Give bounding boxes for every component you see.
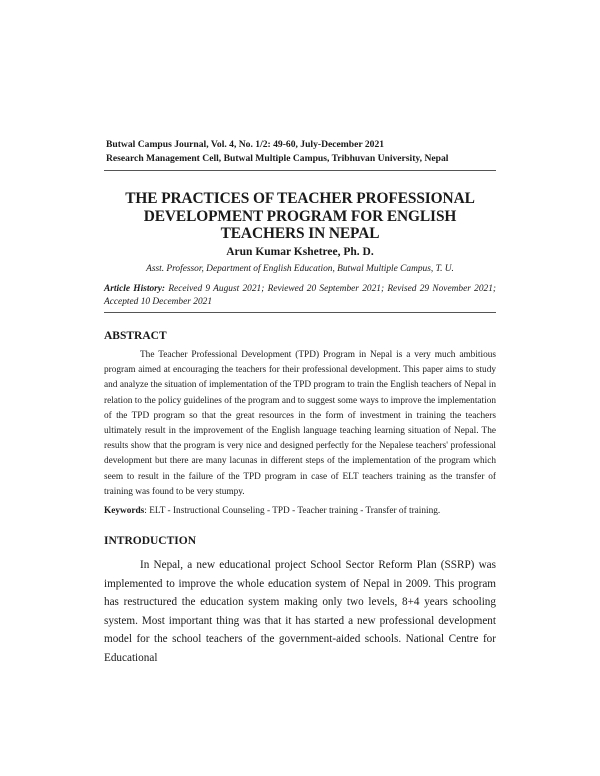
article-author: Arun Kumar Kshetree, Ph. D. [226,246,374,258]
keywords-line [104,505,496,517]
keywords-text: : ELT - Instructional Counseling - TPD - Teacher training - Transfer of training. [144,506,441,516]
article-title: THE PRACTICES OF TEACHER PROFESSIONAL DEVELOPMENT PROGRAM FOR ENGLISH TEACHERS IN NEPAL [125,190,475,242]
introduction-heading: INTRODUCTION [104,535,197,547]
journal-citation: Butwal Campus Journal, Vol. 4, No. 1/2: 49-60, July-December 2021 [106,139,385,150]
abstract-body: The Teacher Professional Development (TPD) Program in Nepal is a very much ambitious program aimed at encouraging the teachers for their professional development. This paper aims to study and analyze the situation of implementation of the TPD program to train the English teachers of Nepal in relation to the policy guidelines of the program and to suggest some ways to improve the implementation of the TPD program so that the great resources in the form of investment in training the teachers ultimately result in the improvement of the English language teaching learning situation of Nepal. The results show that the program is very nice and designed perfectly for the Nepalese teachers' professional development but there are many lacunas in different steps of the implementation of the program which seem to result in the failure of the TPD program in case of ELT teachers training as the transfer of training was found to be very stumpy. [104,350,496,497]
journal-affiliation: Research Management Cell, Butwal Multiple Campus, Tribhuvan University, Nepal [106,153,449,164]
abstract-heading: ABSTRACT [104,330,167,342]
header-rule [104,170,496,171]
article-history-label: Article History: [104,284,166,294]
author-affiliation: Asst. Professor, Department of English Education, Butwal Multiple Campus, T. U. [146,264,454,274]
keywords-label: Keywords [104,506,145,516]
article-history-text: Received 9 August 2021; Reviewed 20 September 2021; Revised 29 November 2021; Accepted 10 December 2021 [104,284,497,308]
introduction-body: In Nepal, a new educational project School Sector Reform Plan (SSRP) was implemented to improve the whole education system of Nepal in 2009. This program has restructured the education system making only two levels, 8+4 years schooling system. Most important thing was that it has started a new professional development model for the school teachers of the government-aided schools. National Centre for Educational [104,559,496,664]
history-rule [104,312,496,313]
article-history [104,283,496,309]
